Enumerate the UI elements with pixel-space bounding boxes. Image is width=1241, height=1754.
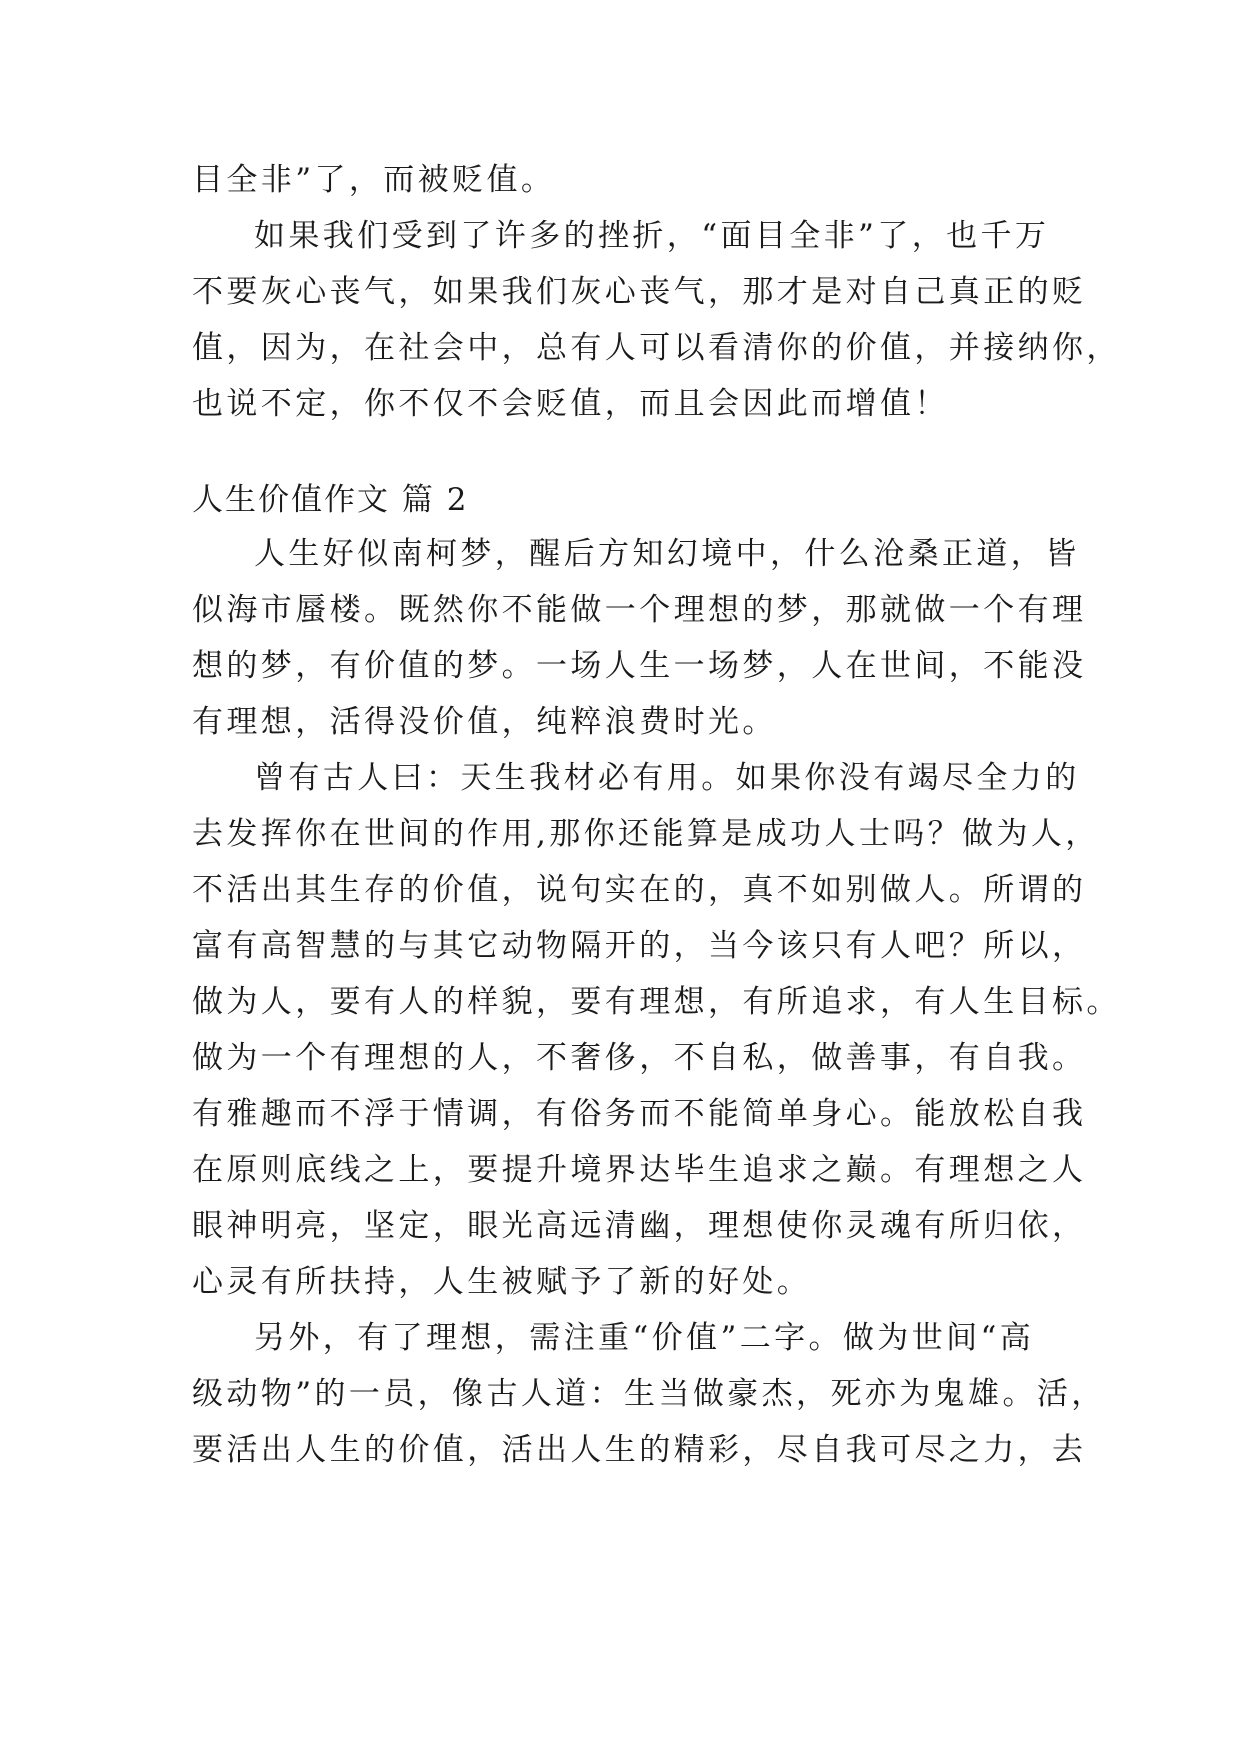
paragraph-line: 在原则底线之上，要提升境界达毕生追求之巅。有理想之人 [192, 1152, 1087, 1188]
paragraph-line: 级动物”的一员，像古人道：生当做豪杰，死亦为鬼雄。活， [192, 1376, 1106, 1412]
paragraph-line: 不要灰心丧气，如果我们灰心丧气，那才是对自己真正的贬 [192, 274, 1087, 310]
paragraph-line: 做为人，要有人的样貌，要有理想，有所追求，有人生目标。 [192, 984, 1121, 1020]
paragraph-line: 心灵有所扶持，人生被赋予了新的好处。 [192, 1264, 812, 1300]
paragraph-line: 不活出其生存的价值，说句实在的，真不如别做人。所谓的 [192, 872, 1087, 908]
paragraph-line: 如果我们受到了许多的挫折，“面目全非”了，也千万 [254, 218, 1050, 254]
paragraph-line: 人生好似南柯梦，醒后方知幻境中，什么沧桑正道，皆 [254, 536, 1080, 572]
paragraph-line: 做为一个有理想的人，不奢侈，不自私，做善事，有自我。 [192, 1040, 1087, 1076]
paragraph-line: 有雅趣而不浮于情调，有俗务而不能简单身心。能放松自我 [192, 1096, 1087, 1132]
paragraph-line: 曾有古人曰：天生我材必有用。如果你没有竭尽全力的 [254, 760, 1080, 796]
paragraph-line: 也说不定，你不仅不会贬值，而且会因此而增值！ [192, 386, 949, 422]
section-heading: 人生价值作文 篇 2 [192, 482, 469, 518]
paragraph-line: 目全非”了，而被贬值。 [192, 162, 556, 198]
paragraph-line: 眼神明亮，坚定，眼光高远清幽，理想使你灵魂有所归依， [192, 1208, 1087, 1244]
paragraph-line: 似海市蜃楼。既然你不能做一个理想的梦，那就做一个有理 [192, 592, 1087, 628]
paragraph-line: 富有高智慧的与其它动物隔开的，当今该只有人吧？所以， [192, 928, 1087, 964]
paragraph-line: 想的梦，有价值的梦。一场人生一场梦，人在世间，不能没 [192, 648, 1087, 684]
paragraph-line: 有理想，活得没价值，纯粹浪费时光。 [192, 704, 777, 740]
paragraph-line: 要活出人生的价值，活出人生的精彩，尽自我可尽之力，去 [192, 1432, 1087, 1468]
paragraph-line: 去发挥你在世间的作用,那你还能算是成功人士吗？做为人， [192, 816, 1100, 852]
paragraph-line: 另外，有了理想，需注重“价值”二字。做为世间“高 [254, 1320, 1035, 1356]
paragraph-line: 值，因为，在社会中，总有人可以看清你的价值，并接纳你， [192, 330, 1121, 366]
